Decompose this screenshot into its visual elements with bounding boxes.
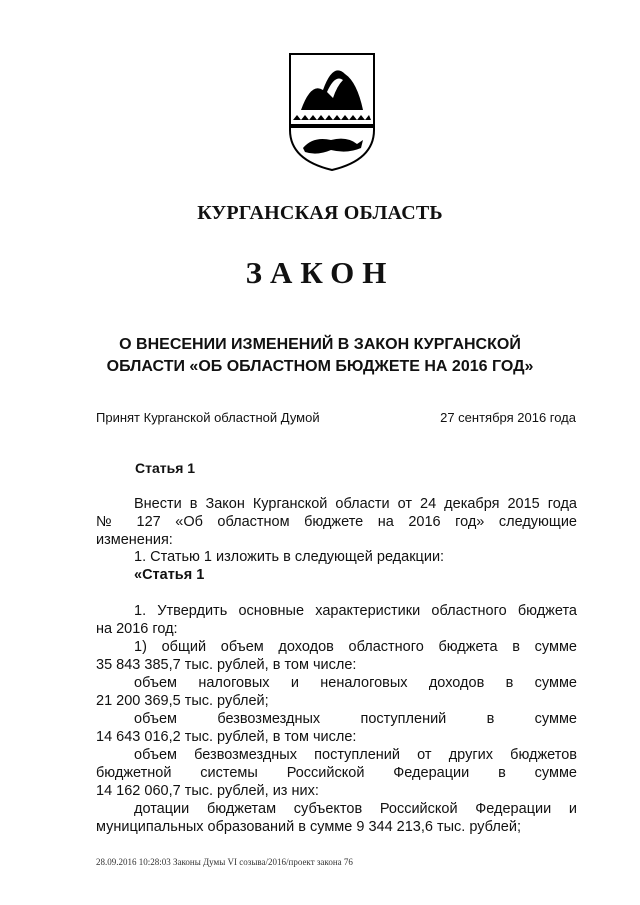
body-line: 1) общий объем доходов областного бюджета в сумме xyxy=(134,639,577,655)
law-subject xyxy=(60,334,580,378)
body-line: 14 643 016,2 тыс. рублей, в том числе: xyxy=(96,729,357,745)
body-line: муниципальных образований в сумме 9 344 213,6 тыс. рублей; xyxy=(96,819,521,835)
body-line: на 2016 год: xyxy=(96,621,178,637)
body-line: Внести в Закон Курганской области от 24 декабря 2015 года xyxy=(134,496,577,512)
body-line: «Статья 1 xyxy=(134,567,205,583)
body-line: дотации бюджетам субъектов Российской Федерации и xyxy=(134,801,577,817)
body-line: объем безвозмездных поступлений в сумме xyxy=(134,711,577,727)
body-line: 21 200 369,5 тыс. рублей; xyxy=(96,693,269,709)
body-line: 1. Статью 1 изложить в следующей редакции: xyxy=(134,549,445,565)
document-footer: 28.09.2016 10:28:03 Законы Думы VI созыва/2016/проект закона 76 xyxy=(96,857,353,867)
law-subject-line: ОБЛАСТИ «ОБ ОБЛАСТНОМ БЮДЖЕТЕ НА 2016 ГОД» xyxy=(106,358,534,375)
article-heading: Статья 1 xyxy=(135,460,196,476)
coat-of-arms-icon xyxy=(287,52,377,172)
body-line: изменения: xyxy=(96,532,173,548)
law-subject-line: О ВНЕСЕНИИ ИЗМЕНЕНИЙ В ЗАКОН КУРГАНСКОЙ xyxy=(119,336,521,353)
body-line: бюджетной системы Российской Федерации в сумме xyxy=(96,765,577,781)
document-type-title: ЗАКОН xyxy=(245,255,395,290)
region-title: КУРГАНСКАЯ ОБЛАСТЬ xyxy=(197,202,443,224)
body-line: № 127 «Об областном бюджете на 2016 год» следующие xyxy=(96,514,577,530)
body-line: объем налоговых и неналоговых доходов в сумме xyxy=(134,675,577,691)
body-line: объем безвозмездных поступлений от других бюджетов xyxy=(134,747,577,763)
body-line: 14 162 060,7 тыс. рублей, из них: xyxy=(96,783,319,799)
adoption-date: 27 сентября 2016 года xyxy=(440,410,576,425)
body-line: 35 843 385,7 тыс. рублей, в том числе: xyxy=(96,657,357,673)
adopted-by: Принят Курганской областной Думой xyxy=(96,410,320,425)
body-line: 1. Утвердить основные характеристики областного бюджета xyxy=(134,603,577,619)
